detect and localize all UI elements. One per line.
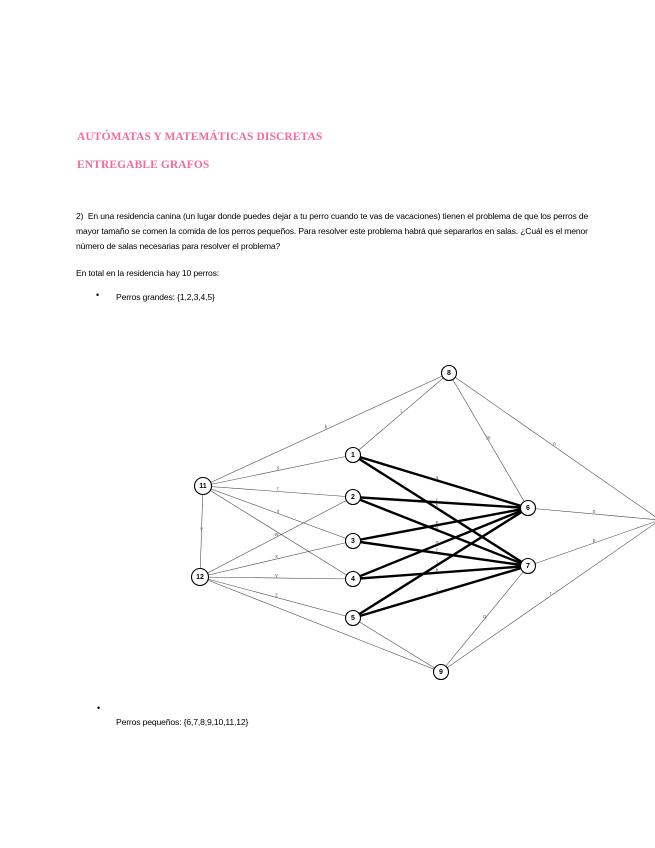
edge-label: t (277, 486, 279, 493)
graph-node-label: 8 (447, 370, 451, 377)
graph-edge (200, 577, 441, 672)
edge-label: a (435, 475, 439, 482)
graph-node-label: 12 (196, 574, 204, 581)
graph-node-6 (521, 501, 536, 516)
graph-node-4 (346, 572, 361, 587)
edge-label: f (436, 548, 438, 554)
edge-label: s (276, 465, 280, 472)
edge-label: e (435, 520, 439, 527)
graph-node-label: 2 (351, 494, 355, 501)
graph-edge (528, 508, 655, 520)
edge-label: x (275, 554, 278, 560)
graph-node-label: 6 (526, 505, 530, 512)
graph-edge (353, 455, 528, 566)
graph-node-label: 4 (351, 576, 355, 583)
graph-edge (353, 566, 528, 618)
problem-text: En una residencia canina (un lugar donde puedes dejar a tu perro cuando te vas de vacaciones) tienen el problema de que los perros de mayor tamaño se comen la comida de los perros pequeños. Para resolver este problema habrá que separarlos en salas. ¿Cuál es el menor número de salas necesarias para resolver el problema? (76, 211, 589, 251)
graph-node-1 (346, 448, 361, 463)
edge-label: l (400, 409, 402, 415)
edge-label: k (324, 424, 328, 431)
edge-label: y (275, 573, 278, 579)
edge-label: b (435, 503, 439, 510)
edge-label: d (435, 525, 439, 532)
graph-node-9 (434, 665, 449, 680)
document-title: AUTÓMATAS Y MATEMÁTICAS DISCRETAS (77, 131, 323, 143)
edge-label: p (592, 538, 596, 544)
edge-label: m (486, 435, 491, 442)
bullet-icon: • (96, 290, 100, 300)
graph-node-5 (346, 611, 361, 626)
bullet-icon: • (97, 703, 101, 713)
graph-edges (200, 373, 655, 672)
edge-label: n (553, 441, 556, 448)
graph-node-label: 1 (351, 452, 355, 459)
big-dogs-item: Perros grandes: {1,2,3,4,5} (116, 292, 215, 302)
graph-edge (528, 520, 655, 566)
graph-node-11 (195, 478, 212, 495)
graph-node-label: 11 (199, 483, 207, 490)
total-dogs-text: En total en la residencia hay 10 perros: (76, 268, 220, 278)
graph-node-7 (521, 559, 536, 574)
graph-node-8 (442, 366, 457, 381)
edge-label: w (274, 532, 279, 538)
graph-node-label: 9 (439, 669, 443, 676)
edge-label: j (436, 588, 438, 595)
edge-label: o (592, 509, 596, 515)
graph-node-12 (192, 569, 209, 586)
edge-label: r (549, 591, 552, 597)
graph-node-label: 7 (526, 563, 530, 570)
edge-label: v (200, 526, 203, 533)
graph-node-2 (346, 490, 361, 505)
graph-node-3 (346, 534, 361, 549)
graph-nodes (192, 366, 536, 680)
edge-label: c (435, 497, 439, 504)
small-dogs-item: Perros pequeños: {6,7,8,9,10,11,12} (116, 717, 249, 727)
edge-label: i (436, 560, 438, 567)
edge-label: q (483, 614, 486, 620)
edge-label: h (435, 567, 439, 574)
edge-label: u (276, 508, 280, 515)
document-subtitle: ENTREGABLE GRAFOS (77, 159, 210, 171)
graph-node-label: 3 (351, 538, 355, 545)
edge-label: z (275, 592, 278, 599)
graph-node-label: 5 (351, 615, 355, 622)
problem-number: 2) (76, 211, 84, 221)
graph-edge (449, 373, 655, 520)
graph-edge (353, 618, 441, 672)
edge-label: g (435, 539, 439, 546)
